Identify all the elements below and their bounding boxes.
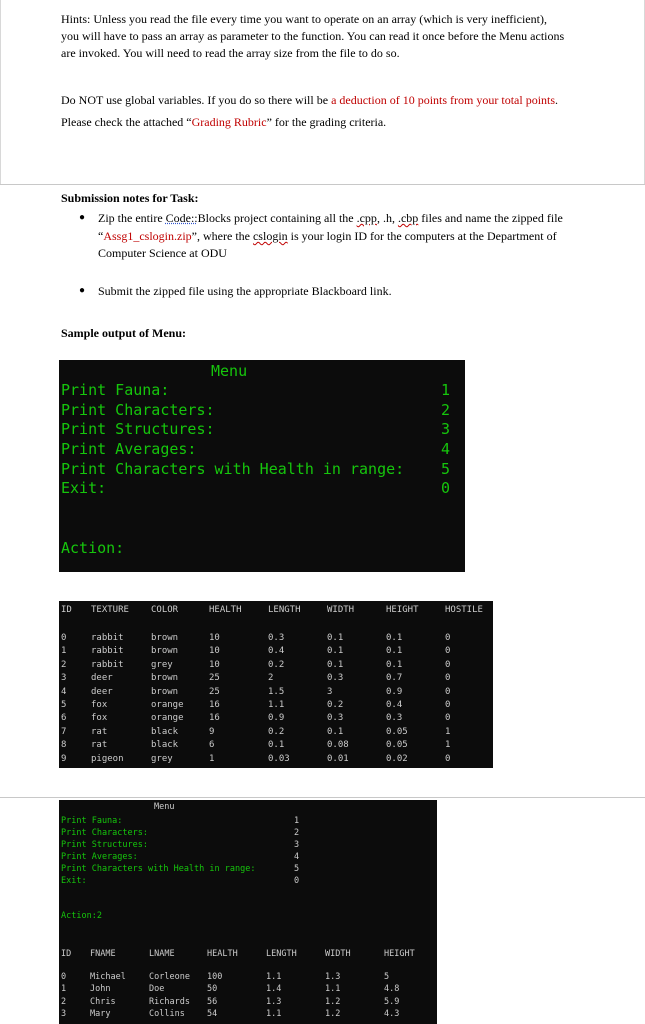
rubric-note: Please check the attached “Grading Rubric” for the grading criteria.	[61, 115, 387, 129]
fauna-cell: 0.3	[268, 633, 285, 643]
fauna-cell: 0.02	[386, 753, 408, 764]
fauna-cell: 6	[209, 740, 215, 751]
menu-item-label: Print Structures:	[61, 420, 215, 438]
fauna-cell: 0.9	[268, 713, 285, 724]
fauna-cell: 0.1	[327, 726, 344, 737]
sample-output-heading: Sample output of Menu:	[61, 326, 187, 340]
characters-cell: 0	[61, 972, 67, 982]
menu-title: Menu	[154, 802, 175, 812]
fauna-header-cell: ID	[61, 605, 72, 615]
fauna-cell: 0.2	[327, 700, 344, 710]
fauna-cell: 1	[61, 646, 67, 657]
fauna-cell: 0.03	[268, 753, 290, 764]
fauna-cell: 0.1	[327, 659, 344, 670]
menu-item-number: 2	[294, 828, 300, 838]
characters-cell: 4.3	[384, 1008, 400, 1019]
fauna-table-terminal	[59, 601, 493, 768]
fauna-cell: 0	[445, 686, 451, 697]
menu-item-number: 2	[441, 401, 451, 419]
menu-item-number: 1	[441, 381, 451, 399]
characters-cell: 1.1	[266, 972, 282, 982]
characters-header-cell: FNAME	[90, 949, 116, 959]
menu-item-label: Print Characters:	[61, 401, 215, 419]
fauna-cell: 0.3	[386, 713, 403, 724]
fauna-cell: 1.5	[268, 686, 285, 697]
menu-title: Menu	[211, 362, 248, 380]
deduction-text: a deduction of 10 points from your total points	[331, 93, 556, 107]
page-divider	[0, 184, 645, 185]
fauna-cell: black	[151, 740, 179, 751]
menu-terminal-2	[59, 800, 437, 1024]
fauna-cell: 10	[209, 646, 220, 657]
fauna-cell: 0.2	[268, 726, 285, 737]
fauna-cell: 10	[209, 659, 220, 670]
page-divider	[0, 797, 645, 798]
characters-cell: Michael	[90, 972, 126, 982]
fauna-cell: 0	[445, 633, 451, 643]
fauna-cell: 0.08	[327, 740, 349, 751]
fauna-cell: rabbit	[91, 646, 124, 657]
menu-item-number: 3	[441, 420, 451, 438]
fauna-cell: fox	[91, 713, 108, 724]
menu-item-label: Exit:	[61, 479, 107, 497]
characters-header-cell: LNAME	[149, 949, 175, 959]
menu-item-label: Print Averages:	[61, 440, 197, 458]
fauna-cell: 0.1	[327, 633, 344, 643]
fauna-cell: 25	[209, 686, 220, 697]
fauna-cell: 0	[445, 673, 451, 684]
characters-cell: 3	[61, 1008, 67, 1019]
fauna-cell: pigeon	[91, 753, 124, 764]
characters-header-cell: HEALTH	[207, 949, 238, 959]
fauna-cell: brown	[151, 673, 179, 684]
fauna-cell: 0.3	[327, 673, 344, 684]
characters-cell: 100	[207, 972, 223, 982]
bullet-icon: ●	[79, 212, 86, 223]
characters-cell: 1.1	[266, 1008, 282, 1019]
fauna-cell: 4	[61, 686, 67, 697]
fauna-cell: 0	[445, 700, 451, 710]
fauna-cell: brown	[151, 633, 179, 643]
fauna-cell: 0.05	[386, 726, 408, 737]
fauna-cell: 1	[209, 753, 215, 764]
fauna-cell: 9	[61, 753, 67, 764]
submission-bullet-1-line3: Computer Science at ODU	[98, 246, 227, 260]
menu-item-number: 0	[441, 479, 451, 497]
characters-header-cell: ID	[61, 949, 72, 959]
characters-cell: 1	[61, 984, 67, 995]
menu-item-label: Print Averages:	[61, 852, 138, 862]
fauna-header-cell: COLOR	[151, 605, 179, 615]
fauna-header-cell: HOSTILE	[445, 605, 483, 615]
characters-header-cell: HEIGHT	[384, 949, 415, 959]
fauna-cell: rat	[91, 740, 108, 751]
hints-line: are invoked. You will need to read the array size from the file to do so.	[61, 46, 400, 60]
fauna-cell: 10	[209, 633, 220, 643]
submission-bullet-1: Zip the entire Code::Blocks project containing all the .cpp, .h, .cbp files and name the zipped file	[98, 211, 563, 225]
fauna-cell: 3	[61, 673, 67, 684]
fauna-cell: 8	[61, 740, 67, 751]
characters-cell: 50	[207, 984, 218, 995]
menu-item-label: Print Characters with Health in range:	[61, 460, 405, 478]
characters-table	[59, 800, 437, 1024]
menu-item-label: Print Fauna:	[61, 381, 170, 399]
fauna-cell: 5	[61, 700, 67, 710]
fauna-cell: rat	[91, 726, 108, 737]
fauna-cell: 0.2	[268, 659, 285, 670]
fauna-cell: 0	[445, 646, 451, 657]
characters-cell: 1.1	[325, 984, 341, 995]
fauna-cell: 16	[209, 713, 220, 724]
characters-header-cell: WIDTH	[325, 949, 351, 959]
fauna-cell: 0.4	[386, 700, 403, 710]
fauna-cell: 0.1	[386, 633, 403, 643]
characters-cell: Mary	[90, 1008, 111, 1019]
fauna-cell: 0.05	[386, 740, 408, 751]
menu-terminal	[59, 360, 465, 572]
fauna-cell: 0	[61, 633, 67, 643]
fauna-cell: 0	[445, 753, 451, 764]
fauna-header-cell: HEIGHT	[386, 605, 419, 615]
fauna-cell: black	[151, 726, 179, 737]
menu-item-number: 5	[294, 864, 300, 874]
menu-item-label: Print Structures:	[61, 840, 148, 850]
fauna-cell: rabbit	[91, 659, 124, 670]
submission-bullet-1-line2: “Assg1_cslogin.zip”, where the cslogin is your login ID for the computers at the Department of	[98, 229, 557, 243]
fauna-cell: 0	[445, 713, 451, 724]
menu-item-label: Print Fauna:	[61, 816, 123, 826]
fauna-cell: orange	[151, 700, 184, 710]
characters-cell: Corleone	[149, 972, 190, 982]
hints-line: you will have to pass an array as parameter to the function. You can read it once before the Menu actions	[61, 29, 565, 43]
characters-cell: 1.2	[325, 1008, 341, 1019]
fauna-header-cell: LENGTH	[268, 605, 301, 615]
fauna-cell: grey	[151, 753, 173, 764]
fauna-header-cell: HEALTH	[209, 605, 242, 615]
fauna-cell: 6	[61, 713, 67, 724]
fauna-cell: 0.9	[386, 686, 403, 697]
action-prompt: Action:	[61, 539, 125, 557]
fauna-cell: deer	[91, 673, 113, 684]
fauna-cell: 0.4	[268, 646, 285, 657]
characters-cell: 5	[384, 972, 390, 982]
characters-cell: 1.3	[266, 996, 282, 1007]
zip-filename: Assg1_cslogin.zip	[103, 229, 192, 243]
fauna-cell: brown	[151, 686, 179, 697]
fauna-cell: 0.1	[268, 740, 285, 751]
characters-cell: 54	[207, 1008, 218, 1019]
fauna-cell: 0.7	[386, 673, 403, 684]
fauna-cell: rabbit	[91, 633, 124, 643]
fauna-cell: 3	[327, 686, 333, 697]
fauna-cell: 0.1	[327, 646, 344, 657]
fauna-cell: 2	[268, 673, 274, 684]
hints-line: Hints: Unless you read the file every time you want to operate on an array (which is very inefficient),	[61, 12, 547, 26]
fauna-cell: fox	[91, 700, 108, 710]
menu-item-label: Exit:	[61, 876, 87, 886]
fauna-cell: 2	[61, 659, 67, 670]
fauna-cell: 25	[209, 673, 220, 684]
characters-cell: 56	[207, 996, 218, 1007]
submission-bullet-2: Submit the zipped file using the appropriate Blackboard link.	[98, 284, 392, 298]
fauna-cell: brown	[151, 646, 179, 657]
fauna-cell: 7	[61, 726, 67, 737]
menu-item-number: 1	[294, 816, 300, 826]
characters-cell: 1.2	[325, 996, 341, 1007]
menu-item-number: 3	[294, 840, 300, 850]
grading-rubric-link[interactable]: Grading Rubric	[191, 115, 267, 129]
characters-header-cell: LENGTH	[266, 949, 297, 959]
fauna-cell: 16	[209, 700, 220, 710]
characters-cell: 1.4	[266, 984, 282, 995]
menu-item-number: 0	[294, 876, 300, 886]
menu-item-number: 4	[294, 852, 300, 862]
menu-item-label: Print Characters with Health in range:	[61, 864, 256, 874]
characters-cell: John	[90, 984, 111, 995]
characters-cell: 1.3	[325, 972, 341, 982]
characters-cell: 2	[61, 996, 67, 1007]
fauna-cell: 0.1	[386, 646, 403, 657]
characters-cell: 5.9	[384, 996, 400, 1007]
action-prompt: Action:2	[61, 911, 102, 921]
fauna-header-cell: TEXTURE	[91, 605, 129, 615]
fauna-cell: deer	[91, 686, 113, 697]
page-border-left	[0, 0, 1, 184]
menu-item-number: 5	[441, 460, 451, 478]
fauna-cell: 1.1	[268, 700, 285, 710]
menu-item-number: 4	[441, 440, 451, 458]
fauna-cell: 0.01	[327, 753, 349, 764]
characters-cell: 4.8	[384, 984, 400, 995]
bullet-icon: ●	[79, 285, 86, 296]
fauna-header-cell: WIDTH	[327, 605, 355, 615]
fauna-cell: 9	[209, 726, 215, 737]
globals-warning: Do NOT use global variables. If you do so there will be a deduction of 10 points from your total points.	[61, 93, 559, 107]
fauna-cell: 0	[445, 659, 451, 670]
menu-item-label: Print Characters:	[61, 828, 148, 838]
fauna-cell: orange	[151, 713, 184, 724]
fauna-cell: 0.1	[386, 659, 403, 670]
fauna-cell: 1	[445, 726, 451, 737]
characters-cell: Collins	[149, 1008, 185, 1019]
fauna-cell: grey	[151, 659, 173, 670]
submission-heading: Submission notes for Task:	[61, 191, 199, 205]
characters-cell: Chris	[90, 996, 116, 1007]
characters-cell: Richards	[149, 996, 190, 1007]
fauna-cell: 1	[445, 740, 451, 751]
characters-cell: Doe	[149, 984, 165, 995]
fauna-cell: 0.3	[327, 713, 344, 724]
